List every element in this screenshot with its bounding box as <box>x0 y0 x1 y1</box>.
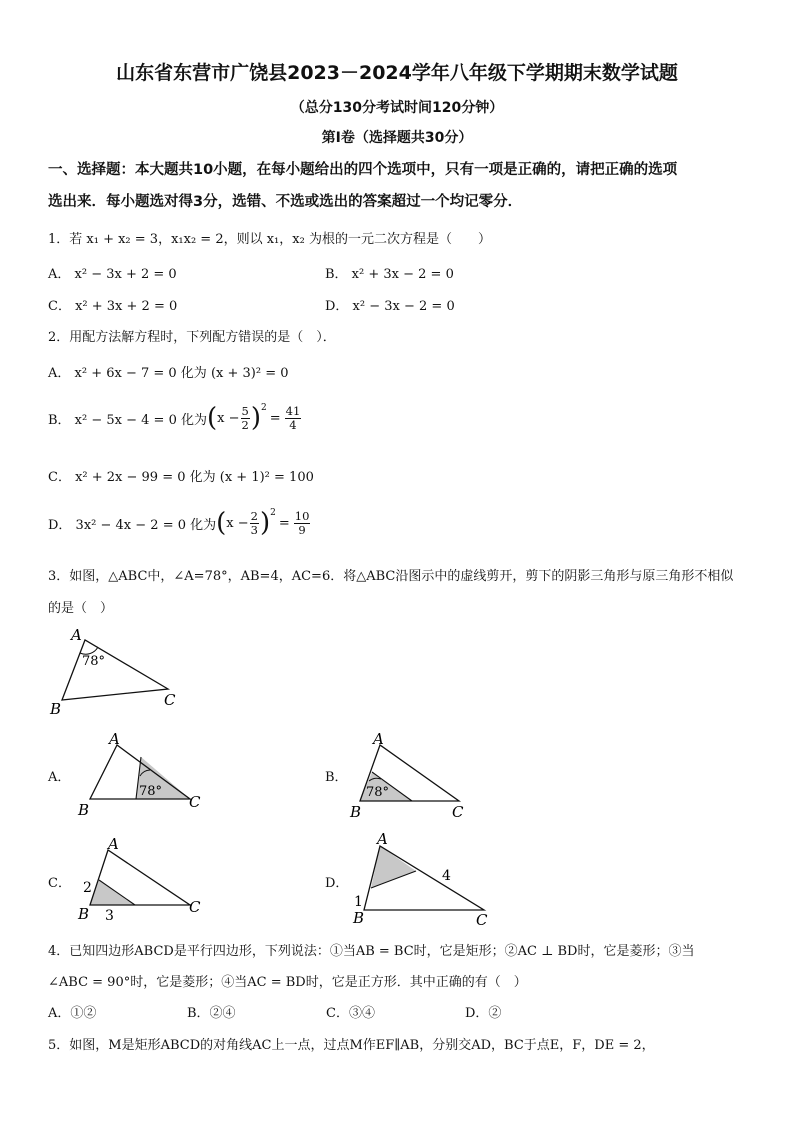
q1-option-b: B． x² + 3x − 2 = 0 <box>325 267 454 282</box>
label-b: B <box>350 803 362 820</box>
exam-info: （总分130分考试时间120分钟） <box>290 100 504 116</box>
q5-stem-line1: 5．如图，M是矩形ABCD的对角线AC上一点，过点M作EF∥AB，分别交AD，BC于点E，F，DE = 2， <box>48 1038 655 1053</box>
label-b: B <box>353 909 365 926</box>
label-c: C <box>189 898 201 916</box>
q4-option-a: A．①② <box>48 1006 97 1021</box>
q2-option-c: C． x² + 2x − 99 = 0 化为 (x + 1)² = 100 <box>48 470 314 485</box>
q1-option-c: C． x² + 3x + 2 = 0 <box>48 299 178 314</box>
q1-option-d: D． x² − 3x − 2 = 0 <box>325 299 455 314</box>
q4-stem-line2: ∠ABC = 90°时，它是菱形；④当AC = BD时，它是正方形．其中正确的有（ ） <box>48 975 527 990</box>
q3-stem-line2: 的是（ ） <box>48 601 114 616</box>
label-c: C <box>189 793 201 811</box>
label-a: A <box>109 730 120 748</box>
q3-option-d-label: D． <box>325 876 349 891</box>
label-b: B <box>78 801 90 819</box>
label-angle: 78° <box>366 785 390 800</box>
q1-stem: 1．若 x₁ + x₂ = 3，x₁x₂ = 2，则以 x₁，x₂ 为根的一元二次方程是（ ） <box>48 232 491 247</box>
triangle-abc <box>62 640 168 700</box>
label-a: A <box>108 835 119 853</box>
label-2: 2 <box>83 880 92 896</box>
q3-main-triangle <box>40 622 200 720</box>
q2-option-d-rhs: $\frac{10}{9}$ <box>294 509 310 537</box>
q4-option-d: D．② <box>465 1006 502 1021</box>
label-angle: 78° <box>82 654 106 669</box>
q3-option-b-figure <box>346 728 486 820</box>
label-c: C <box>476 911 488 926</box>
q4-option-c: C．③④ <box>326 1006 375 1021</box>
label-c: C <box>452 803 464 820</box>
q2-option-d-lhs: D． 3x² − 4x − 2 = 0 化为 <box>48 517 217 533</box>
part-heading: 第Ⅰ卷（选择题共30分） <box>321 130 473 146</box>
section-instruction-line1: 一、选择题：本大题共10小题，在每小题给出的四个选项中，只有一项是正确的，请把正确的选项 <box>48 162 678 178</box>
q3-option-d-figure <box>346 826 496 926</box>
label-3: 3 <box>105 908 114 924</box>
page-title: 山东省东营市广饶县2023－2024学年八年级下学期期末数学试题 <box>116 62 678 84</box>
q4-stem-line1: 4．已知四边形ABCD是平行四边形，下列说法：①当AB = BC时，它是矩形；②AC ⊥ BD时，它是菱形；③当 <box>48 944 695 959</box>
label-1: 1 <box>354 894 363 910</box>
label-b: B <box>50 700 62 718</box>
label-a: A <box>377 830 388 848</box>
q4-option-b: B．②④ <box>187 1006 236 1021</box>
q2-option-d-fraction: $\frac{2}{3}$ <box>250 509 258 537</box>
q3-option-b-label: B． <box>325 770 348 785</box>
q3-option-a-label: A． <box>48 770 71 785</box>
label-angle: 78° <box>139 784 163 799</box>
q2-option-d: D． 3x² − 4x − 2 = 0 化为 ( x − $\frac{2}{3}$ ) $^2$ = $\frac{10}{9}$ <box>48 508 310 538</box>
q2-option-b-rhs: $\frac{41}{4}$ <box>285 404 301 432</box>
label-b: B <box>78 905 90 923</box>
label-a: A <box>373 730 384 748</box>
q2-option-b-x: x − <box>217 410 240 426</box>
section-instruction-line2: 选出来．每小题选对得3分，选错、不选或选出的答案超过一个均记零分． <box>48 194 523 210</box>
label-c: C <box>164 691 176 709</box>
q2-option-b-lhs: B． x² − 5x − 4 = 0 化为 <box>48 412 207 428</box>
q2-option-a: A． x² + 6x − 7 = 0 化为 (x + 3)² = 0 <box>48 366 289 381</box>
shaded-triangle <box>371 846 416 888</box>
label-4: 4 <box>442 868 451 884</box>
label-a: A <box>71 626 82 644</box>
q2-stem: 2．用配方法解方程时，下列配方错误的是（ ）． <box>48 330 336 345</box>
q3-option-c-figure <box>72 832 222 924</box>
q3-option-a-figure <box>72 728 222 820</box>
q2-option-b-fraction: $\frac{5}{2}$ <box>241 404 249 432</box>
q3-option-c-label: C． <box>48 876 71 891</box>
q2-option-d-x: x − <box>226 515 249 531</box>
q2-option-b: B． x² − 5x − 4 = 0 化为 ( x − $\frac{5}{2}$ ) $^2$ = $\frac{41}{4}$ <box>48 403 301 433</box>
q1-option-a: A． x² − 3x + 2 = 0 <box>48 267 177 282</box>
q3-stem-line1: 3．如图，△ABC中，∠A=78°，AB=4，AC=6．将△ABC沿图示中的虚线剪开，剪下的阴影三角形与原三角形不相似 <box>48 569 734 584</box>
